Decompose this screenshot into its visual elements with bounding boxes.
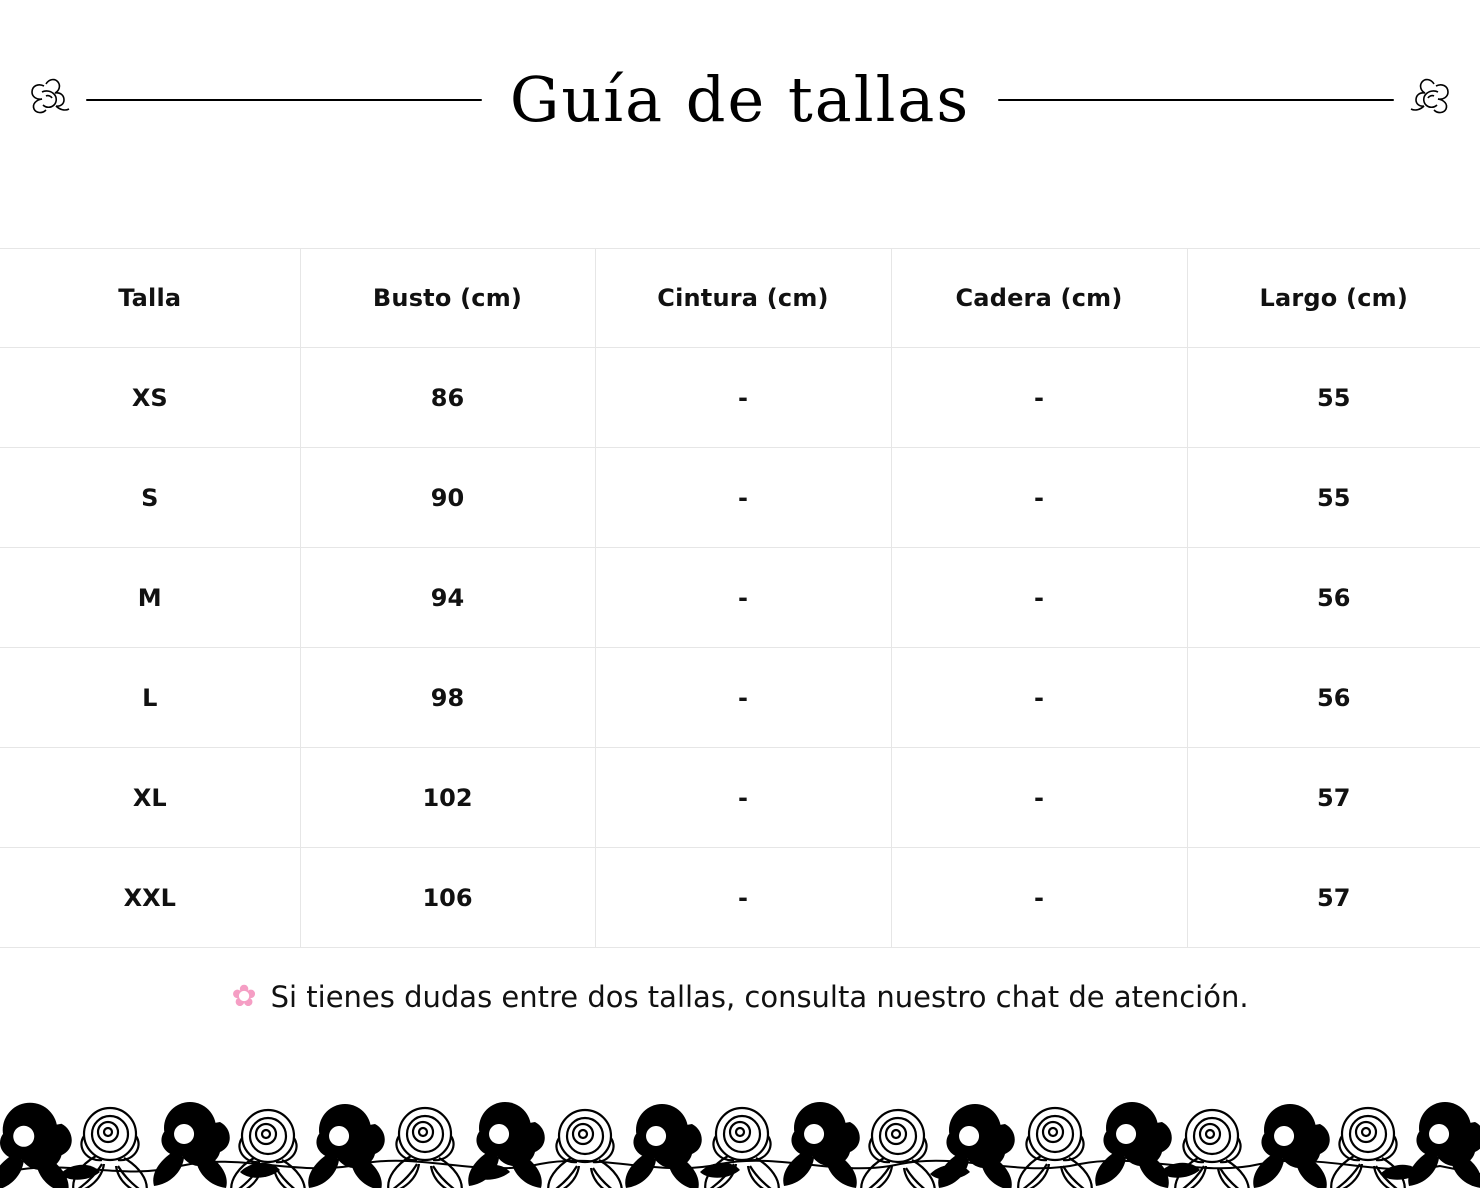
cell-cintura: - bbox=[595, 448, 891, 548]
table-row bbox=[0, 848, 1480, 948]
flower-ornament-icon bbox=[1400, 72, 1456, 128]
column-header-talla: Talla bbox=[0, 249, 300, 348]
cherry-blossom-icon: ✿ bbox=[231, 979, 257, 1014]
column-header-cintura: Cintura (cm) bbox=[595, 249, 891, 348]
cell-busto: 106 bbox=[300, 848, 595, 948]
cell-largo: 56 bbox=[1187, 548, 1480, 648]
size-note-text: Si tienes dudas entre dos tallas, consulta nuestro chat de atención. bbox=[270, 980, 1249, 1014]
cell-largo: 57 bbox=[1187, 848, 1480, 948]
cell-cintura: - bbox=[595, 848, 891, 948]
table-row bbox=[0, 448, 1480, 548]
header-rule-right bbox=[998, 99, 1394, 101]
roses-border-decoration bbox=[0, 1078, 1480, 1188]
cell-talla: XS bbox=[0, 348, 300, 448]
header-inner bbox=[0, 63, 1480, 136]
cell-talla: XL bbox=[0, 748, 300, 848]
table-row bbox=[0, 748, 1480, 848]
table-row bbox=[0, 648, 1480, 748]
table-header-row bbox=[0, 249, 1480, 348]
size-note bbox=[0, 980, 1480, 1014]
cell-cadera: - bbox=[891, 748, 1187, 848]
cell-busto: 102 bbox=[300, 748, 595, 848]
page-title: Guía de tallas bbox=[509, 63, 971, 136]
cell-talla: XXL bbox=[0, 848, 300, 948]
cell-largo: 56 bbox=[1187, 648, 1480, 748]
cell-largo: 55 bbox=[1187, 448, 1480, 548]
cell-cintura: - bbox=[595, 348, 891, 448]
cell-cintura: - bbox=[595, 548, 891, 648]
cell-largo: 57 bbox=[1187, 748, 1480, 848]
table-header bbox=[0, 249, 1480, 348]
cell-busto: 86 bbox=[300, 348, 595, 448]
column-header-busto: Busto (cm) bbox=[300, 249, 595, 348]
cell-talla: M bbox=[0, 548, 300, 648]
cell-cadera: - bbox=[891, 348, 1187, 448]
cell-cadera: - bbox=[891, 548, 1187, 648]
table-row bbox=[0, 548, 1480, 648]
size-table-container bbox=[0, 248, 1480, 948]
cell-cintura: - bbox=[595, 748, 891, 848]
cell-cadera: - bbox=[891, 448, 1187, 548]
cell-talla: L bbox=[0, 648, 300, 748]
size-guide-table bbox=[0, 248, 1480, 948]
table-body bbox=[0, 348, 1480, 948]
roses-border-icon bbox=[0, 1078, 1480, 1188]
cell-cadera: - bbox=[891, 648, 1187, 748]
cell-cintura: - bbox=[595, 648, 891, 748]
cell-cadera: - bbox=[891, 848, 1187, 948]
flower-ornament-icon bbox=[24, 72, 80, 128]
column-header-cadera: Cadera (cm) bbox=[891, 249, 1187, 348]
table-row bbox=[0, 348, 1480, 448]
cell-busto: 90 bbox=[300, 448, 595, 548]
page-header bbox=[0, 0, 1480, 200]
cell-busto: 98 bbox=[300, 648, 595, 748]
cell-largo: 55 bbox=[1187, 348, 1480, 448]
cell-talla: S bbox=[0, 448, 300, 548]
header-rule-left bbox=[86, 99, 482, 101]
column-header-largo: Largo (cm) bbox=[1187, 249, 1480, 348]
cell-busto: 94 bbox=[300, 548, 595, 648]
